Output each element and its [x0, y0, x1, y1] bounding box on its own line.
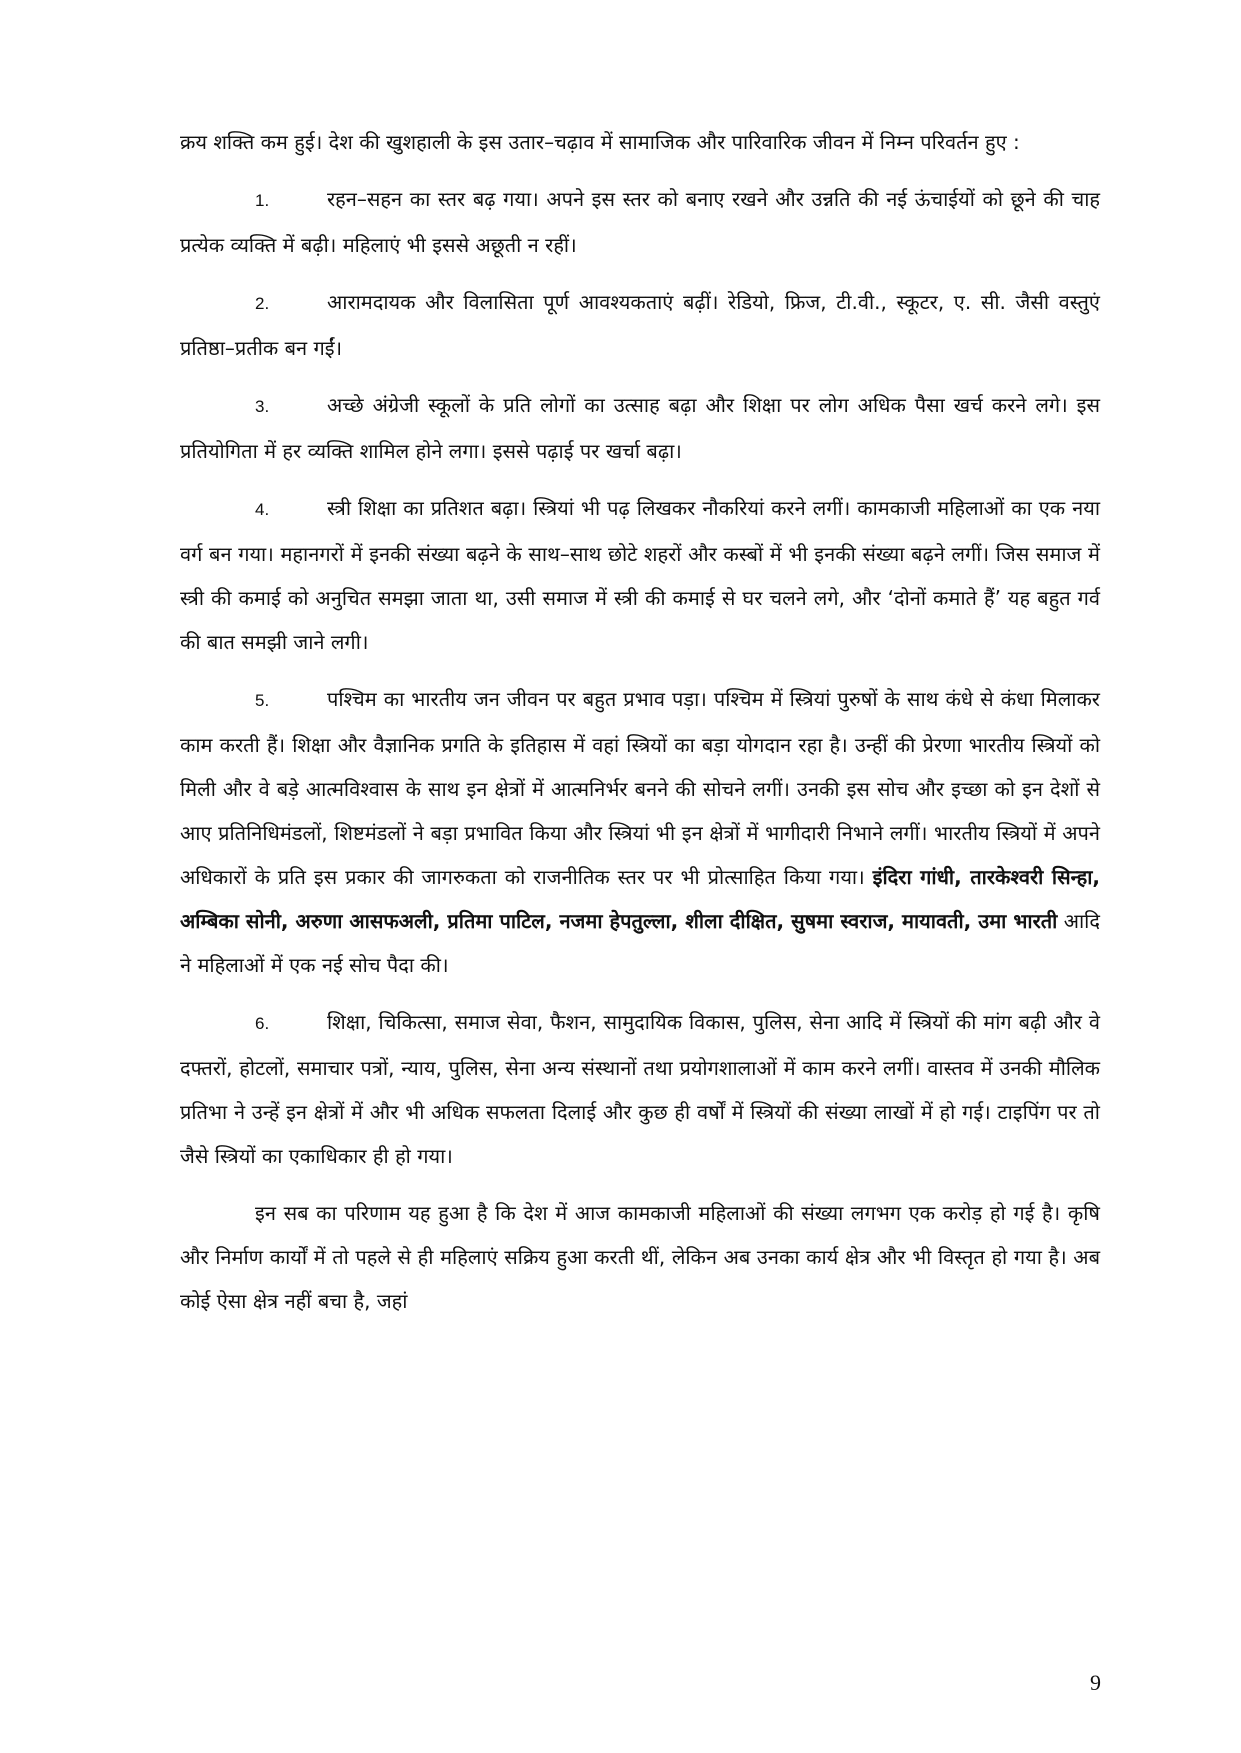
bold-names: इंदिरा गांधी, तारकेश्वरी सिन्हा, अम्बिका सोनी, अरुणा आसफअली, प्रतिमा पाटिल, नजमा हेपतुल्ला, शीला दीक्षित, सुषमा स्वराज, मायावती, उमा भारती: [180, 865, 1100, 933]
list-item-6: [180, 1000, 1100, 1178]
list-item-text: पश्चिम का भारतीय जन जीवन पर बहुत प्रभाव पड़ा। पश्चिम में स्त्रियां पुरुषों के साथ कंधे से कंधा मिलाकर काम करती हैं। शिक्षा और वैज्ञानिक प्रगति के इतिहास में वहां स्त्रियों का बड़ा योगदान रहा है। उन्हीं की प्रेरणा भारतीय स्त्रियों को मिली और वे बड़े आत्मविश्वास के साथ इन क्षेत्रों में आत्मनिर्भर बनने की सोचने लगीं। उनकी इस सोच और इच्छा को इन देशों से आए प्रतिनिधिमंडलों, शिष्टमंडलों ने बड़ा प्रभावित किया और स्त्रियां भी इन क्षेत्रों में भागीदारी निभाने लगीं। भारतीय स्त्रियों में अपने अधिकारों के प्रति इस प्रकार की जागरुकता को राजनीतिक स्तर पर भी प्रोत्साहित किया गया।: [180, 687, 1100, 889]
list-item-text: रहन–सहन का स्तर बढ़ गया। अपने इस स्तर को बनाए रखने और उन्नति की नई ऊंचाईयों को छूने की चाह प्रत्येक व्यक्ति में बढ़ी। महिलाएं भी इससे अछूती न रहीं।: [180, 187, 1100, 257]
list-item-text: आरामदायक और विलासिता पूर्ण आवश्यकताएं बढ़ीं। रेडियो, फ्रिज, टी.वी., स्कूटर, ए. सी. जैसी वस्तुएं प्रतिष्ठा–प्रतीक बन गईं।: [180, 290, 1100, 360]
list-item-1: [180, 177, 1100, 267]
list-item-number: 3.: [255, 397, 270, 416]
list-item-text-end: आदि ने महिलाओं में एक नई सोच पैदा की।: [180, 909, 1100, 977]
list-item-number: 2.: [255, 294, 270, 313]
page-number: 9: [1090, 1670, 1101, 1695]
list-item-text: शिक्षा, चिकित्सा, समाज सेवा, फैशन, सामुदायिक विकास, पुलिस, सेना आदि में स्त्रियों की मांग बढ़ी और वे दफ्तरों, होटलों, समाचार पत्रों, न्याय, पुलिस, सेना अन्य संस्थानों तथा प्रयोगशालाओं में काम करने लगीं। वास्तव में उनकी मौलिक प्रतिभा ने उन्हें इन क्षेत्रों में और भी अधिक सफलता दिलाई और कुछ ही वर्षों में स्त्रियों की संख्या लाखों में हो गई। टाइपिंग पर तो जैसे स्त्रियों का एकाधिकार ही हो गया।: [180, 1010, 1100, 1168]
list-item-3: [180, 383, 1100, 473]
list-item-5: [180, 677, 1100, 987]
list-item-text: स्त्री शिक्षा का प्रतिशत बढ़ा। स्त्रियां भी पढ़ लिखकर नौकरियां करने लगीं। कामकाजी महिलाओं का एक नया वर्ग बन गया। महानगरों में इनकी संख्या बढ़ने के साथ–साथ छोटे शहरों और कस्बों में भी इनकी संख्या बढ़ने लगीं। जिस समाज में स्त्री की कमाई को अनुचित समझा जाता था, उसी समाज में स्त्री की कमाई से घर चलने लगे, और ‘दोनों कमाते हैं’ यह बहुत गर्व की बात समझी जाने लगी।: [180, 496, 1100, 654]
list-item-text: अच्छे अंग्रेजी स्कूलों के प्रति लोगों का उत्साह बढ़ा और शिक्षा पर लोग अधिक पैसा खर्च करने लगे। इस प्रतियोगिता में हर व्यक्ति शामिल होने लगा। इससे पढ़ाई पर खर्चा बढ़ा।: [180, 393, 1100, 463]
list-item-number: 5.: [255, 691, 270, 710]
list-item-4: [180, 486, 1100, 664]
list-item-number: 6.: [255, 1014, 270, 1033]
document-page: [180, 120, 1100, 1680]
list-item-2: [180, 280, 1100, 370]
conclusion-paragraph: इन सब का परिणाम यह हुआ है कि देश में आज कामकाजी महिलाओं की संख्या लगभग एक करोड़ हो गई है। कृषि और निर्माण कार्यों में तो पहले से ही महिलाएं सक्रिय हुआ करती थीं, लेकिन अब उनका कार्य क्षेत्र और भी विस्तृत हो गया है। अब कोई ऐसा क्षेत्र नहीं बचा है, जहां: [180, 1201, 1100, 1313]
intro-paragraph: क्रय शक्ति कम हुई। देश की खुशहाली के इस उतार–चढ़ाव में सामाजिक और पारिवारिक जीवन में निम्न परिवर्तन हुए :: [180, 130, 1020, 154]
list-item-number: 1.: [255, 191, 270, 210]
list-item-number: 4.: [255, 500, 270, 519]
